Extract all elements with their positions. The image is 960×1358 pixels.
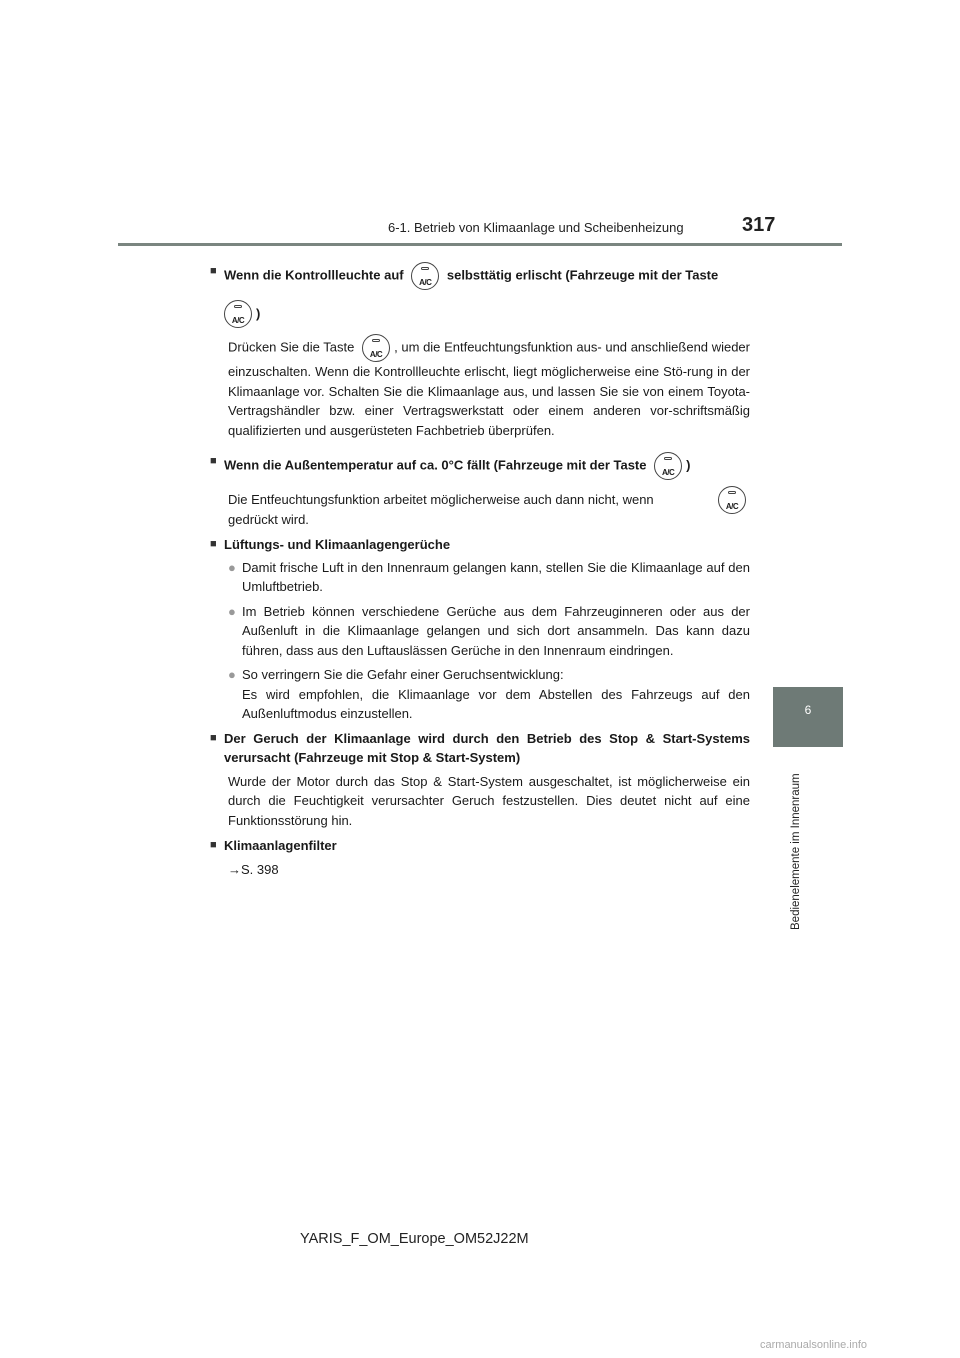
section-text: Drücken Sie die Taste A/C , um die Entfeuchtungsfunktion aus- und anschließend wieder einzuschalten. Wenn die Kontrollleuchte erlischt, liegt möglicherweise eine Stö-rung in der Klimaanlage vor. Schalten Sie die Klimaanlage aus, und lassen Sie sie von einem Toyota-Vertragshändler bzw. einer Vertragswerkstatt oder einem anderen vor-schriftsmäßig qualifizierten und ausgerüsteten Fachbetrieb überprüfen. (210, 334, 750, 440)
section-heading: ■ Wenn die Kontrollleuchte auf A/C selbsttätig erlischt (Fahrzeuge mit der Taste (210, 262, 750, 290)
square-bullet-icon: ■ (210, 538, 217, 550)
ac-button-icon: A/C (718, 486, 746, 514)
list-item: ● Damit frische Luft in den Innenraum gelangen kann, stellen Sie die Klimaanlage auf den Umluftbetrieb. (210, 558, 750, 597)
ac-button-icon: A/C (224, 300, 252, 328)
list-item: ● Im Betrieb können verschiedene Gerüche aus dem Fahrzeuginneren oder aus der Außenluft in die Klimaanlage gelangen und sich dort ansammeln. Das kann dazu führen, dass aus den Luftauslässen Gerüche in den Innenraum eindringen. (210, 602, 750, 661)
section-heading: ■ Lüftungs- und Klimaanlagengerüche (210, 535, 750, 555)
page-reference (210, 860, 750, 880)
circle-bullet-icon: ● (228, 603, 236, 619)
ac-button-icon: A/C (654, 452, 682, 480)
chapter-tab: 6 (773, 687, 843, 747)
document-code: YARIS_F_OM_Europe_OM52J22M (300, 1231, 529, 1247)
list-item: ● So verringern Sie die Gefahr einer Geruchsentwicklung: Es wird empfohlen, die Klimaanlage vor dem Abstellen des Fahrzeugs auf den Außenluftmodus einzustellen. (210, 665, 750, 724)
ac-button-icon: A/C (411, 262, 439, 290)
square-bullet-icon: ■ (210, 839, 217, 851)
square-bullet-icon: ■ (210, 731, 217, 744)
page-reference-link[interactable]: →S. 398 (228, 861, 279, 877)
header-divider (118, 243, 842, 246)
section-title: 6-1. Betrieb von Klimaanlage und Scheibenheizung (388, 220, 684, 235)
page-number: 317 (742, 214, 776, 236)
section-text: Wurde der Motor durch das Stop & Start-System ausgeschaltet, ist möglicherweise ein durch die Feuchtigkeit verursachter Geruch festzustellen. Dies deutet nicht auf eine Funktionsstörung hin. (228, 773, 750, 828)
section-heading: ■ Klimaanlagenfilter (210, 836, 750, 856)
square-bullet-icon: ■ (210, 455, 217, 467)
circle-bullet-icon: ● (228, 667, 236, 682)
page-content (210, 256, 750, 879)
chapter-label: Bedienelemente im Innenraum (790, 773, 802, 930)
square-bullet-icon: ■ (210, 265, 217, 277)
ac-button-icon: A/C (362, 334, 390, 362)
section-text: Die Entfeuchtungsfunktion arbeitet möglicherweise auch dann nicht, wenn A/C gedrückt wird. (210, 490, 750, 529)
section-heading: ■ Wenn die Außentemperatur auf ca. 0°C fällt (Fahrzeuge mit der Taste A/C ) (210, 452, 750, 480)
watermark: carmanualsonline.info (760, 1339, 868, 1351)
section-heading: ■ Der Geruch der Klimaanlage wird durch den Betrieb des Stop & Start-Systems verursacht (Fahrzeuge mit Stop & Start-System) (210, 730, 750, 765)
section-heading-cont: A/C ) (210, 300, 750, 328)
circle-bullet-icon: ● (228, 559, 236, 575)
